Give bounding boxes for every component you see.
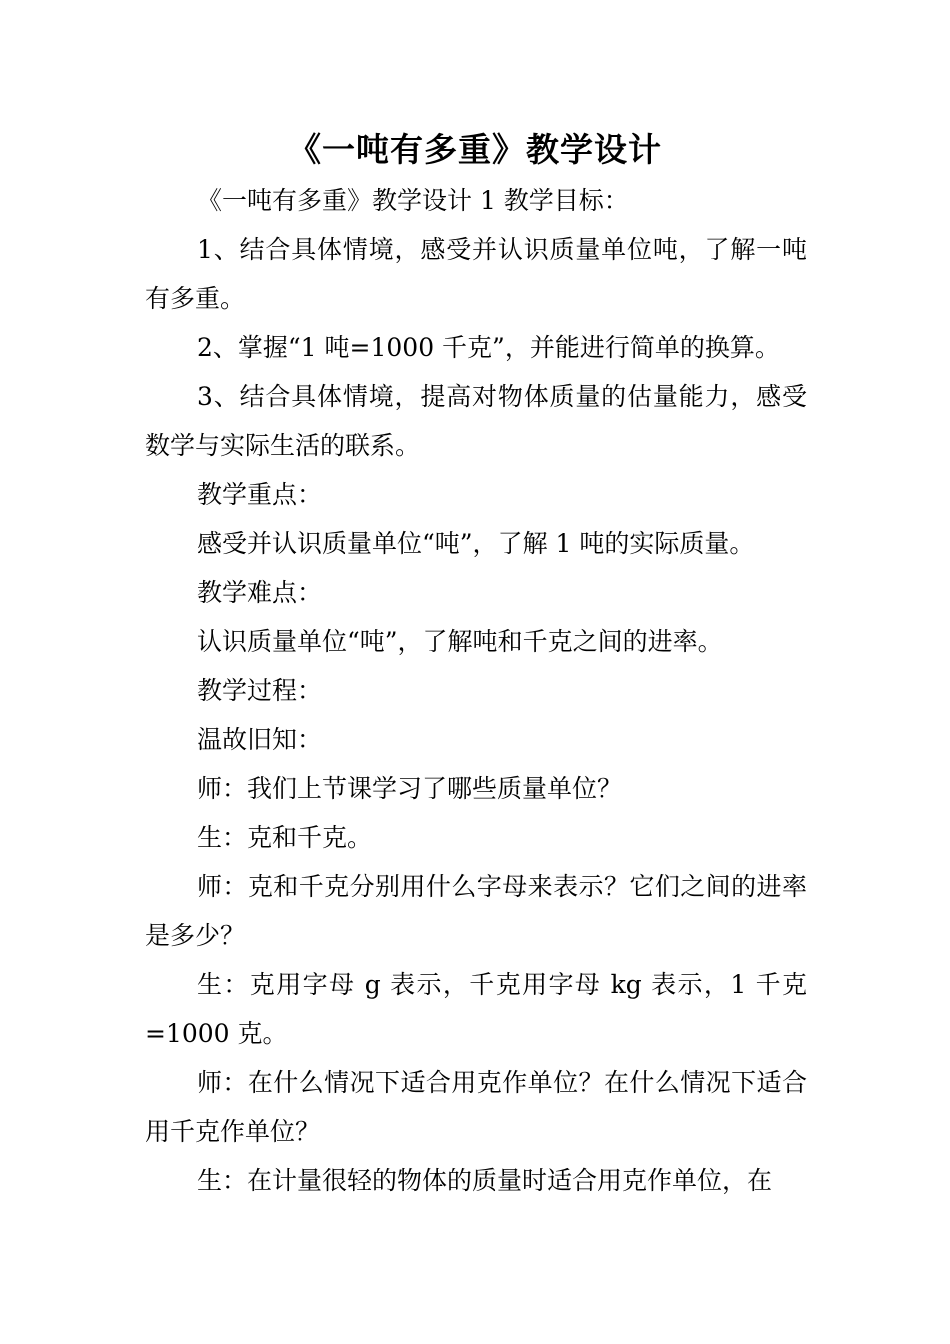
document-body [145,176,807,1205]
paragraph-intro: 《一吨有多重》教学设计 1 教学目标： [197,186,629,215]
paragraph-goal-2: 2、掌握“1 吨=1000 千克”，并能进行简单的换算。 [197,333,780,362]
heading-review: 温故旧知： [197,725,323,754]
paragraph-goal-3: 3、结合具体情境，提高对物体质量的估量能力，感受数学与实际生活的联系。 [145,382,807,460]
dialogue-student-3: 生：在计量很轻的物体的质量时适合用克作单位，在 [197,1166,773,1195]
heading-difficulties: 教学难点： [197,578,323,607]
dialogue-teacher-2: 师：克和千克分别用什么字母来表示？它们之间的进率是多少？ [145,872,807,950]
heading-key-points: 教学重点： [197,480,323,509]
dialogue-student-2: 生：克用字母 g 表示，千克用字母 kg 表示，1 千克=1000 克。 [145,970,807,1048]
dialogue-teacher-1: 师：我们上节课学习了哪些质量单位？ [197,774,623,803]
paragraph-key-points: 感受并认识质量单位“吨”，了解 1 吨的实际质量。 [197,529,755,558]
paragraph-goal-1: 1、结合具体情境，感受并认识质量单位吨，了解一吨有多重。 [145,235,807,313]
document-title: 《一吨有多重》教学设计 [288,130,662,169]
paragraph-difficulties: 认识质量单位“吨”，了解吨和千克之间的进率。 [197,627,723,656]
dialogue-student-1: 生：克和千克。 [197,823,373,852]
heading-process: 教学过程： [197,676,323,705]
dialogue-teacher-3: 师：在什么情况下适合用克作单位？在什么情况下适合用千克作单位？ [145,1068,807,1146]
